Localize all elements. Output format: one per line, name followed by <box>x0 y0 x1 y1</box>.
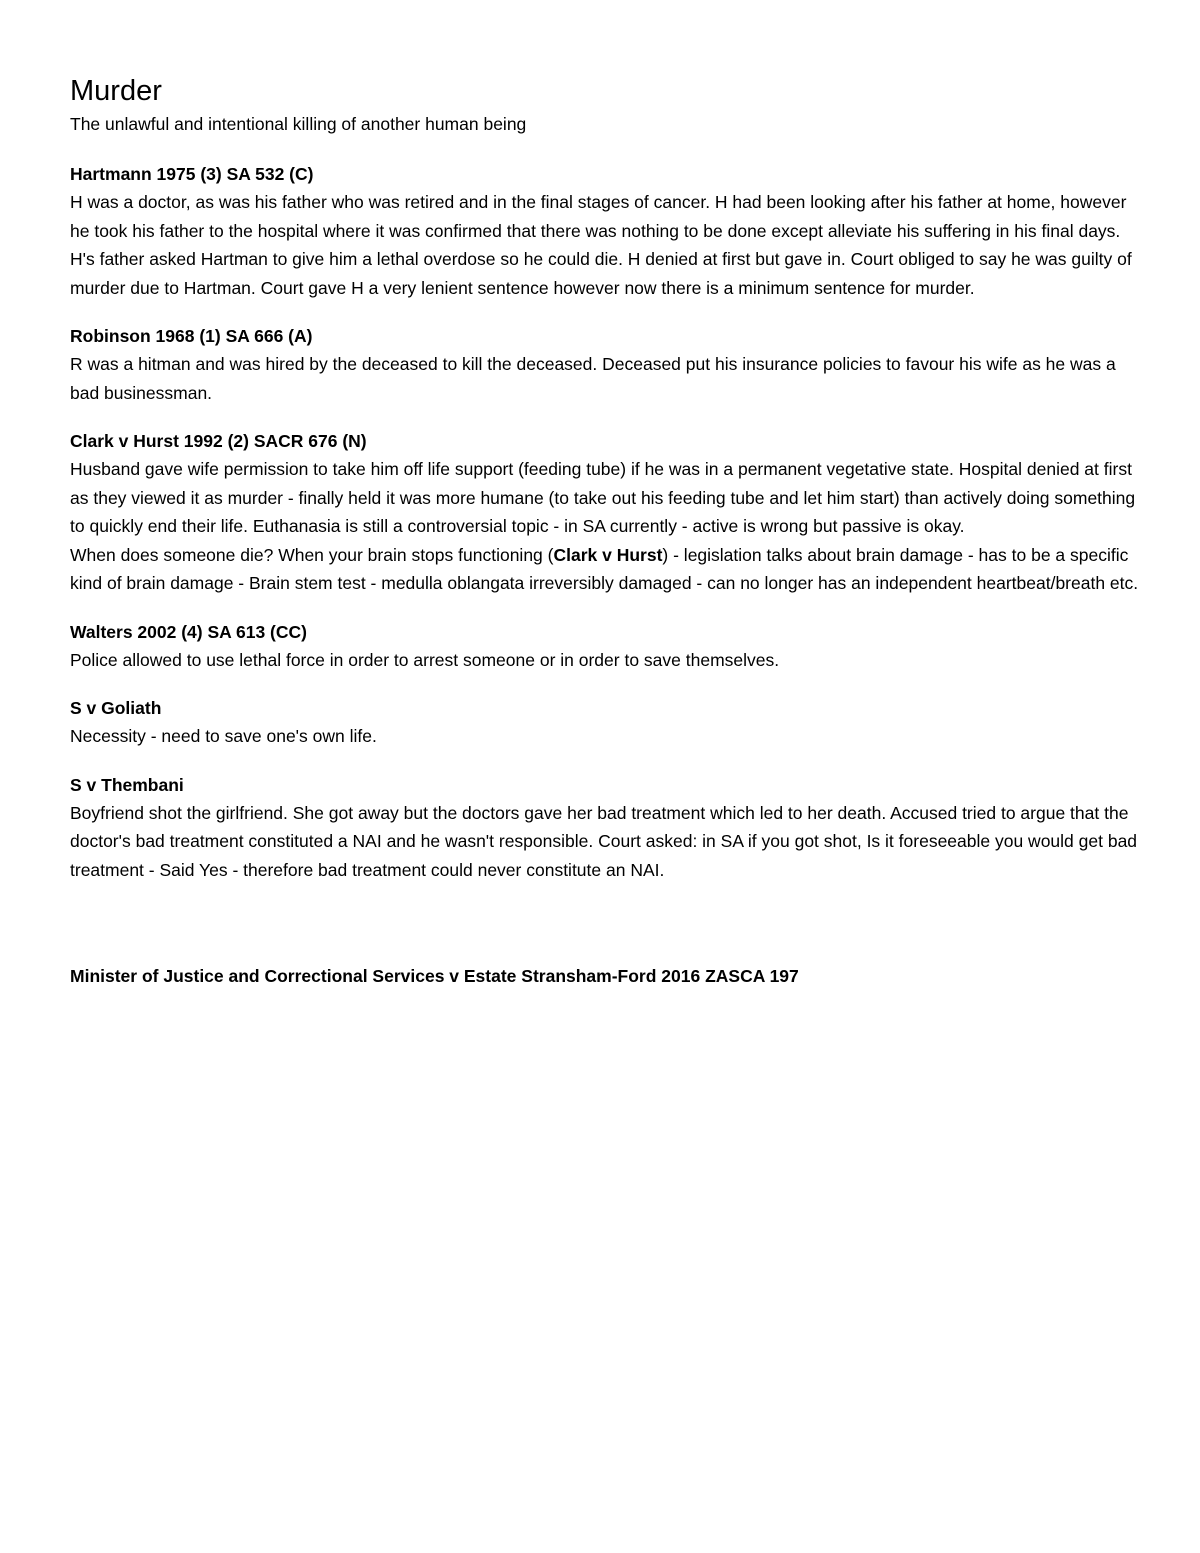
case-title: S v Goliath <box>70 698 162 718</box>
case-title: S v Thembani <box>70 774 184 795</box>
case-title: Walters 2002 (4) SA 613 (CC) <box>70 621 307 642</box>
case-note-death-definition <box>70 541 1140 598</box>
document-page <box>70 72 1140 1010</box>
case-summary: Police allowed to use lethal force in order to arrest someone or in order to save themselves. <box>70 649 780 670</box>
note-text-after: ) - legislation talks about brain damage - has to be a specific kind of brain damage - Brain stem test - medulla oblangata irreversibly damaged - can no longer has an independent heartbeat/breath etc. <box>70 544 1139 593</box>
case-summary: Necessity - need to save one's own life. <box>70 726 377 746</box>
case-summary: R was a hitman and was hired by the deceased to kill the deceased. Deceased put his insurance policies to favour his wife as he was a bad businessman. <box>70 354 1116 403</box>
case-title: Hartmann 1975 (3) SA 532 (C) <box>70 164 314 184</box>
case-title: Minister of Justice and Correctional Services v Estate Stransham-Ford 2016 ZASCA 197 <box>70 966 799 986</box>
blank-space <box>70 904 1140 962</box>
document-subtitle: The unlawful and intentional killing of another human being <box>70 114 527 134</box>
case-clark-v-hurst <box>70 427 1140 598</box>
case-summary: H was a doctor, as was his father who was retired and in the final stages of cancer. H had been looking after his father at home, however he took his father to the hospital where it was confirmed that there was nothing to be done except alleviate his suffering in his final days. H's father asked Hartman to give him a lethal overdose so he could die. H denied at first but gave in. Court obliged to say he was guilty of murder due to Hartman. Court gave H a very lenient sentence however now there is a minimum sentence for murder. <box>70 192 1132 298</box>
case-goliath <box>70 694 1140 751</box>
case-summary: Husband gave wife permission to take him off life support (feeding tube) if he was in a permanent vegetative state. Hospital denied at first as they viewed it as murder - finally held it was more humane (to take out his feeding tube and let him start) than actively doing something to quickly end their life. Euthanasia is still a controversial topic - in SA currently - active is wrong but passive is okay. <box>70 459 1136 536</box>
case-reference: Clark v Hurst <box>553 544 663 565</box>
document-title: Murder <box>70 75 162 107</box>
case-walters <box>70 618 1140 675</box>
case-title: Robinson 1968 (1) SA 666 (A) <box>70 326 313 346</box>
case-title: Clark v Hurst 1992 (2) SACR 676 (N) <box>70 431 367 451</box>
case-thembani <box>70 771 1140 885</box>
case-hartmann <box>70 160 1140 302</box>
case-stransham-ford <box>70 962 1140 990</box>
case-summary: Boyfriend shot the girlfriend. She got away but the doctors gave her bad treatment which led to her death. Accused tried to argue that the doctor's bad treatment constituted a NAI and he wasn't responsible. Court asked: in SA if you got shot, Is it foreseeable you would get bad treatment - Said Yes - therefore bad treatment could never constitute an NAI. <box>70 802 1138 880</box>
note-text-before: When does someone die? When your brain stops functioning ( <box>70 544 554 565</box>
case-robinson <box>70 322 1140 407</box>
